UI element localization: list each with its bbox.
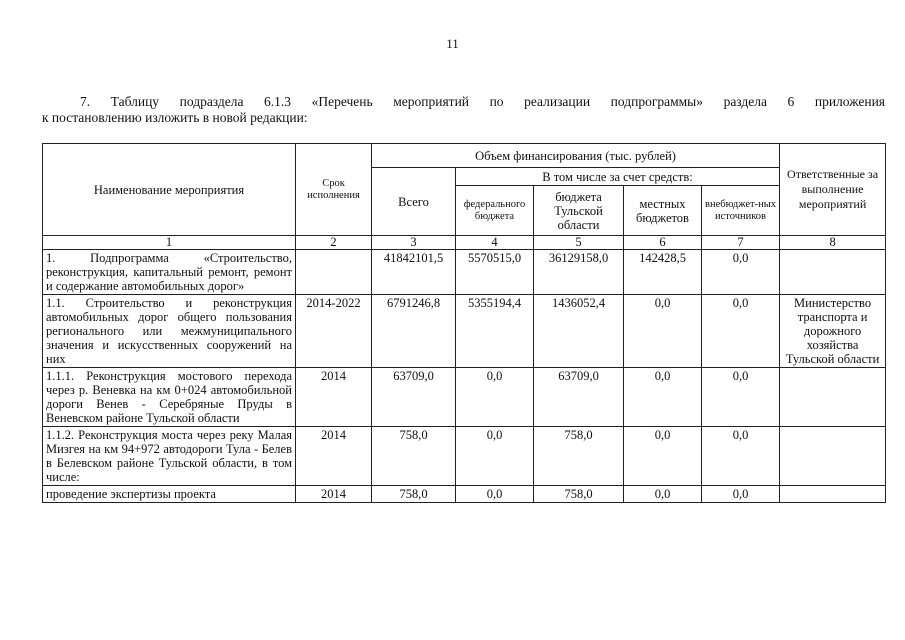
row-federal: 5355194,4 <box>456 295 534 368</box>
page-number: 11 <box>446 36 459 51</box>
row-responsible <box>780 368 886 427</box>
row-responsible <box>780 250 886 295</box>
row-regional: 758,0 <box>534 486 624 503</box>
header-funding: Объем финансирования (тыс. рублей) <box>372 144 780 168</box>
row-local: 0,0 <box>624 486 702 503</box>
column-number: 3 <box>372 236 456 250</box>
header-regional: бюджета Тульской области <box>534 186 624 236</box>
table-row <box>43 486 886 503</box>
row-regional: 758,0 <box>534 427 624 486</box>
header-federal: федерального бюджета <box>456 186 534 236</box>
row-regional: 36129158,0 <box>534 250 624 295</box>
row-responsible <box>780 486 886 503</box>
row-total: 6791246,8 <box>372 295 456 368</box>
row-term: 2014 <box>296 486 372 503</box>
row-term: 2014 <box>296 427 372 486</box>
row-total: 758,0 <box>372 427 456 486</box>
row-federal: 0,0 <box>456 486 534 503</box>
column-number: 4 <box>456 236 534 250</box>
row-total: 758,0 <box>372 486 456 503</box>
header-incl: В том числе за счет средств: <box>456 168 780 186</box>
header-name: Наименование мероприятия <box>43 144 296 236</box>
row-local: 0,0 <box>624 295 702 368</box>
column-number: 1 <box>43 236 296 250</box>
row-term: 2014-2022 <box>296 295 372 368</box>
row-federal: 5570515,0 <box>456 250 534 295</box>
header-responsible: Ответственные за выполнение мероприятий <box>780 144 886 236</box>
column-numbers-row <box>43 236 886 250</box>
column-number: 5 <box>534 236 624 250</box>
row-name: 1.1.1. Реконструкция мостового перехода через р. Веневка на км 0+024 автомобильной дороги Венев - Серебряные Пруды в Веневском районе Тульской области <box>43 368 296 427</box>
header-local: местных бюджетов <box>624 186 702 236</box>
row-responsible <box>780 427 886 486</box>
column-number: 7 <box>702 236 780 250</box>
row-name: 1.1. Строительство и реконструкция автомобильных дорог общего пользования регионального или межмуниципального значения и искусственных сооружений на них <box>43 295 296 368</box>
table-row <box>43 250 886 295</box>
row-local: 0,0 <box>624 427 702 486</box>
row-name: 1. Подпрограмма «Строительство, реконструкция, капитальный ремонт, ремонт и содержание автомобильных дорог» <box>43 250 296 295</box>
row-regional: 63709,0 <box>534 368 624 427</box>
row-responsible: Министерство транспорта и дорожного хозяйства Тульской области <box>780 295 886 368</box>
row-total: 41842101,5 <box>372 250 456 295</box>
header-total: Всего <box>372 168 456 236</box>
row-extra: 0,0 <box>702 427 780 486</box>
intro-paragraph <box>42 94 885 126</box>
measures-table <box>42 143 886 503</box>
row-federal: 0,0 <box>456 368 534 427</box>
column-number: 8 <box>780 236 886 250</box>
intro-line-1: 7. Таблицу подраздела 6.1.3 «Перечень мероприятий по реализации подпрограммы» раздела 6 приложения <box>80 94 885 109</box>
row-term <box>296 250 372 295</box>
row-name: 1.1.2. Реконструкция моста через реку Малая Мизгея на км 94+972 автодороги Тула - Белев в Белевском районе Тульской области, в том числе: <box>43 427 296 486</box>
row-extra: 0,0 <box>702 486 780 503</box>
table-row <box>43 295 886 368</box>
table-row <box>43 427 886 486</box>
column-number: 6 <box>624 236 702 250</box>
intro-line-2: к постановлению изложить в новой редакции: <box>42 110 308 125</box>
table-row <box>43 368 886 427</box>
row-term: 2014 <box>296 368 372 427</box>
row-local: 0,0 <box>624 368 702 427</box>
column-number: 2 <box>296 236 372 250</box>
row-extra: 0,0 <box>702 368 780 427</box>
header-term: Срок исполнения <box>296 144 372 236</box>
row-local: 142428,5 <box>624 250 702 295</box>
row-name: проведение экспертизы проекта <box>43 486 296 503</box>
row-federal: 0,0 <box>456 427 534 486</box>
row-regional: 1436052,4 <box>534 295 624 368</box>
row-extra: 0,0 <box>702 295 780 368</box>
row-total: 63709,0 <box>372 368 456 427</box>
row-extra: 0,0 <box>702 250 780 295</box>
header-extra: внебюджет-ных источников <box>702 186 780 236</box>
